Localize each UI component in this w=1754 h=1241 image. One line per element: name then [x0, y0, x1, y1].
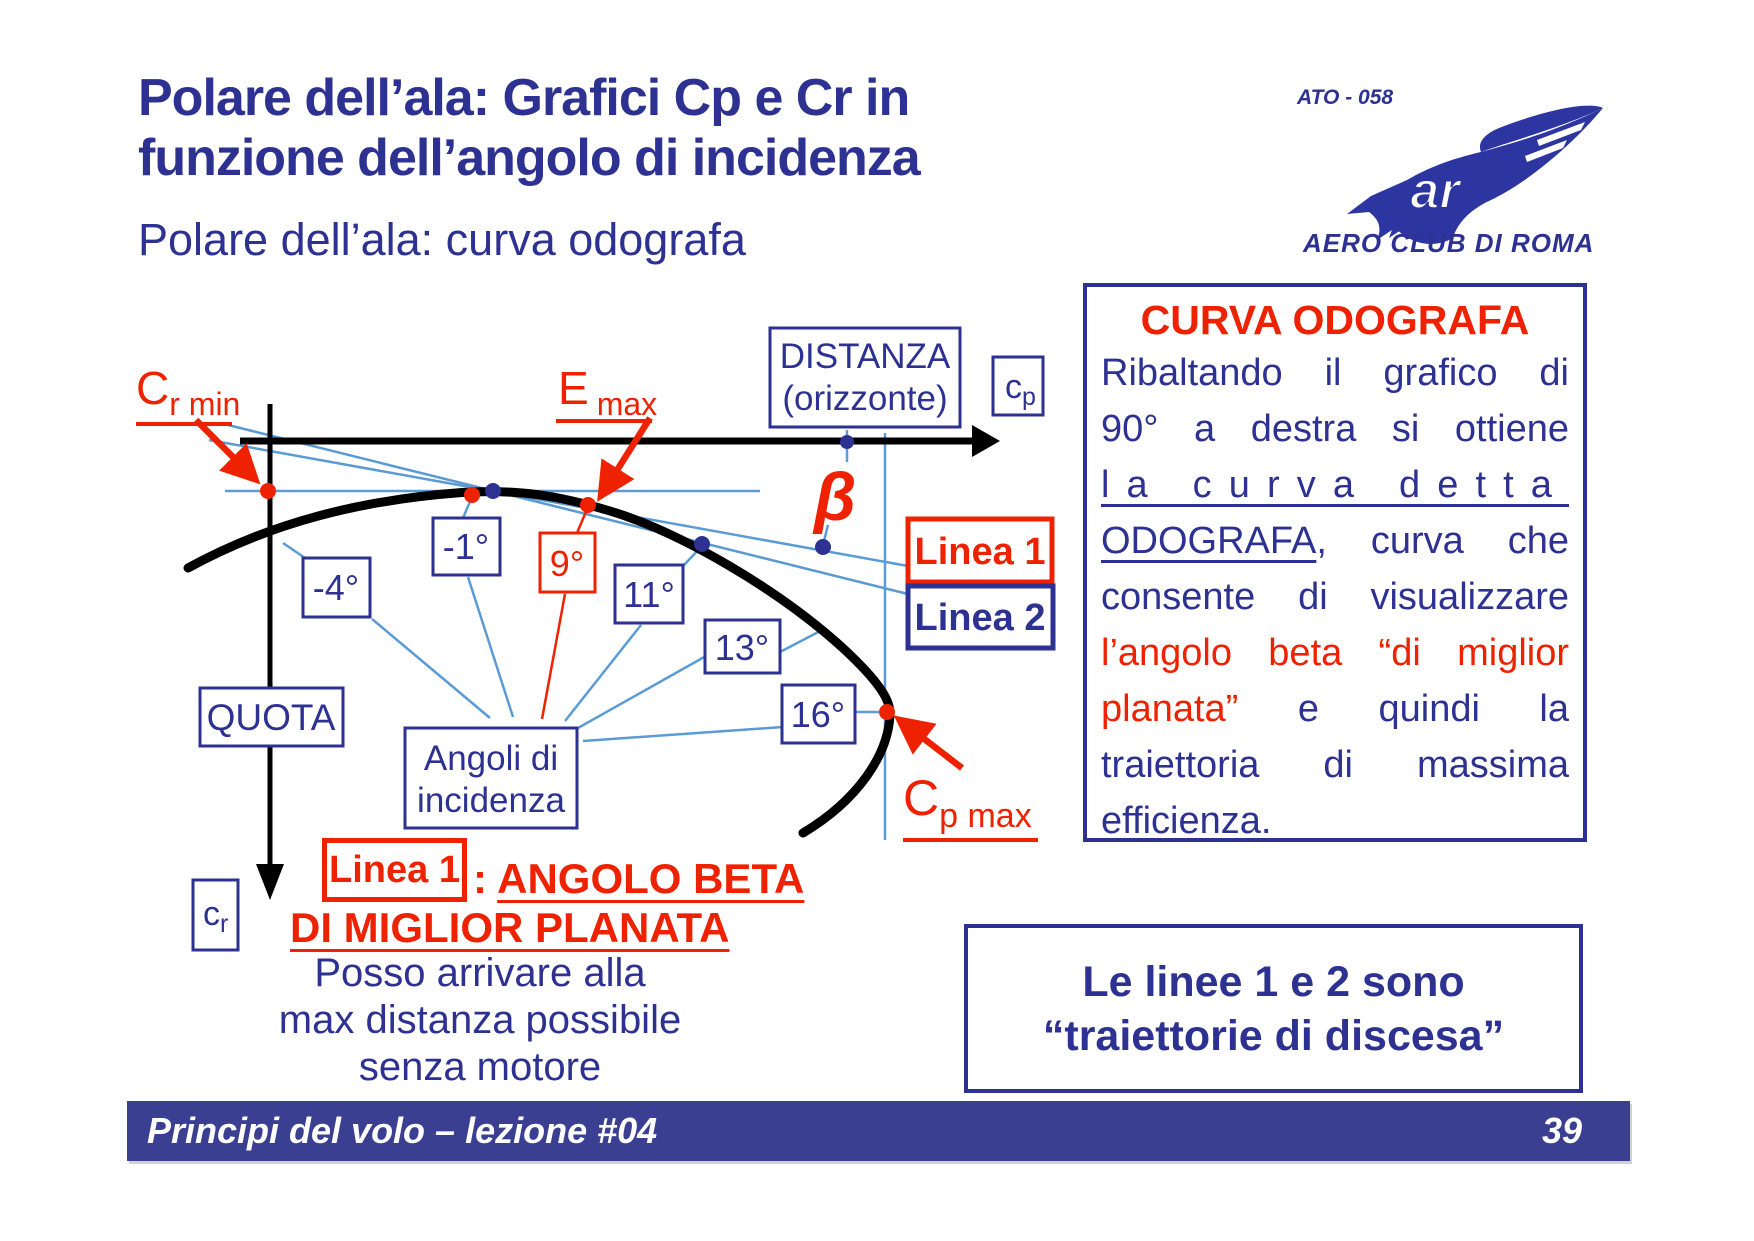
fan-m1 — [468, 577, 513, 717]
cr-min-label: $C_{r min}$ — [136, 362, 241, 422]
logo-monogram: ar — [1410, 162, 1460, 220]
distanza-label-line1: DISTANZA — [779, 337, 951, 376]
note-line-7 — [1101, 681, 1569, 737]
m1-point — [464, 487, 480, 503]
beta-label: β — [814, 459, 857, 535]
angle-13-label: 13° — [714, 627, 770, 668]
logo-club-name: AERO CLUB DI ROMA — [1303, 228, 1595, 258]
note-line-5: consente di visualizzare — [1101, 576, 1569, 618]
footer-bar — [127, 1101, 1630, 1161]
quota-axis-arrowhead — [256, 864, 284, 900]
note-line-7-blue: e quindi la — [1297, 688, 1569, 730]
fan-13 — [578, 656, 706, 728]
note-line-4-rest: , curva che — [1316, 520, 1569, 562]
note-line-2: 90° a destra si ottiene — [1101, 408, 1569, 450]
page-title-line1: Polare dell’ala: Grafici Cp e Cr in — [138, 69, 910, 127]
fan-m4 — [372, 619, 490, 718]
note-line-6: l’angolo beta “di miglior — [1101, 632, 1569, 674]
fan-11 — [565, 625, 641, 721]
note-line-4-underlined: ODOGRAFA — [1101, 520, 1317, 562]
glide-heading-line1 — [473, 855, 804, 903]
curva-odografa-box — [1083, 283, 1587, 842]
footer-page-number: 39 — [1541, 1110, 1582, 1151]
glide-body — [270, 950, 690, 1091]
traiettorie-line2: “traiettorie di discesa” — [1042, 1011, 1505, 1060]
glide-body-line3: senza motore — [358, 1045, 602, 1089]
footer-title: Principi del volo – lezione #04 — [147, 1110, 658, 1151]
glide-body-line2: max distanza possibile — [278, 998, 682, 1042]
note-line-7-red: planata” — [1101, 688, 1239, 730]
angle-m1-label: -1° — [442, 526, 490, 567]
distanza-point — [840, 435, 854, 449]
e-max-label: E $_{max}$ — [558, 362, 658, 422]
fan-16 — [583, 727, 783, 741]
logo-ato-code: ATO - 058 — [1297, 86, 1394, 109]
linea1-note-tag: Linea 1 — [322, 838, 467, 902]
cp-max-label: $C_{p max}$ — [903, 770, 1032, 835]
note-line-3: la curva detta — [1101, 464, 1569, 506]
e-max-arrow — [602, 418, 650, 494]
angle-16-label: 16° — [790, 694, 846, 735]
beta-point — [815, 539, 831, 555]
cr-min-point — [260, 483, 276, 499]
distanza-label-line2: (orizzonte) — [782, 379, 948, 418]
cp-max-point — [879, 704, 895, 720]
cr-axis-label: $c_r$ — [203, 895, 229, 938]
note-line-9: efficienza. — [1101, 800, 1272, 842]
linea1-diagram-label: Linea 1 — [914, 531, 1046, 573]
cp-axis-label: $c_p$ — [1005, 368, 1036, 411]
linea2-diagram-label: Linea 2 — [914, 597, 1046, 639]
fan-9 — [542, 594, 565, 719]
quota-label: QUOTA — [206, 697, 336, 738]
distanza-axis-arrowhead — [972, 425, 1000, 457]
cp-max-arrow — [901, 721, 962, 768]
note-line-4 — [1101, 513, 1569, 569]
angle-11-label: 11° — [623, 574, 675, 615]
glide-heading1: ANGOLO BETA — [497, 855, 805, 902]
glide-heading2: DI MIGLIOR PLANATA — [290, 904, 730, 951]
page-subtitle: Polare dell’ala: curva odografa — [138, 214, 746, 265]
traiettorie-line1: Le linee 1 e 2 sono — [1082, 957, 1465, 1006]
page-title-line2: funzione dell’angolo di incidenza — [138, 129, 920, 187]
angle-9-label: 9° — [549, 543, 585, 584]
angle-m4-label: -4° — [312, 567, 360, 608]
curva-odografa-title: CURVA ODOGRAFA — [1140, 297, 1530, 343]
traiettorie-box — [964, 924, 1583, 1093]
angoli-label-line2: incidenza — [417, 781, 565, 820]
angoli-label-line1: Angoli di — [423, 739, 559, 778]
deg11-point — [694, 536, 710, 552]
e-max-point — [580, 497, 596, 513]
note-line-1: Ribaltando il grafico di — [1101, 352, 1569, 394]
note-line-8: traiettoria di massima — [1101, 744, 1569, 786]
tangent-cross-point — [485, 483, 501, 499]
glide-body-line1: Posso arrivare alla — [314, 951, 646, 995]
glide-colon: : — [473, 855, 498, 902]
